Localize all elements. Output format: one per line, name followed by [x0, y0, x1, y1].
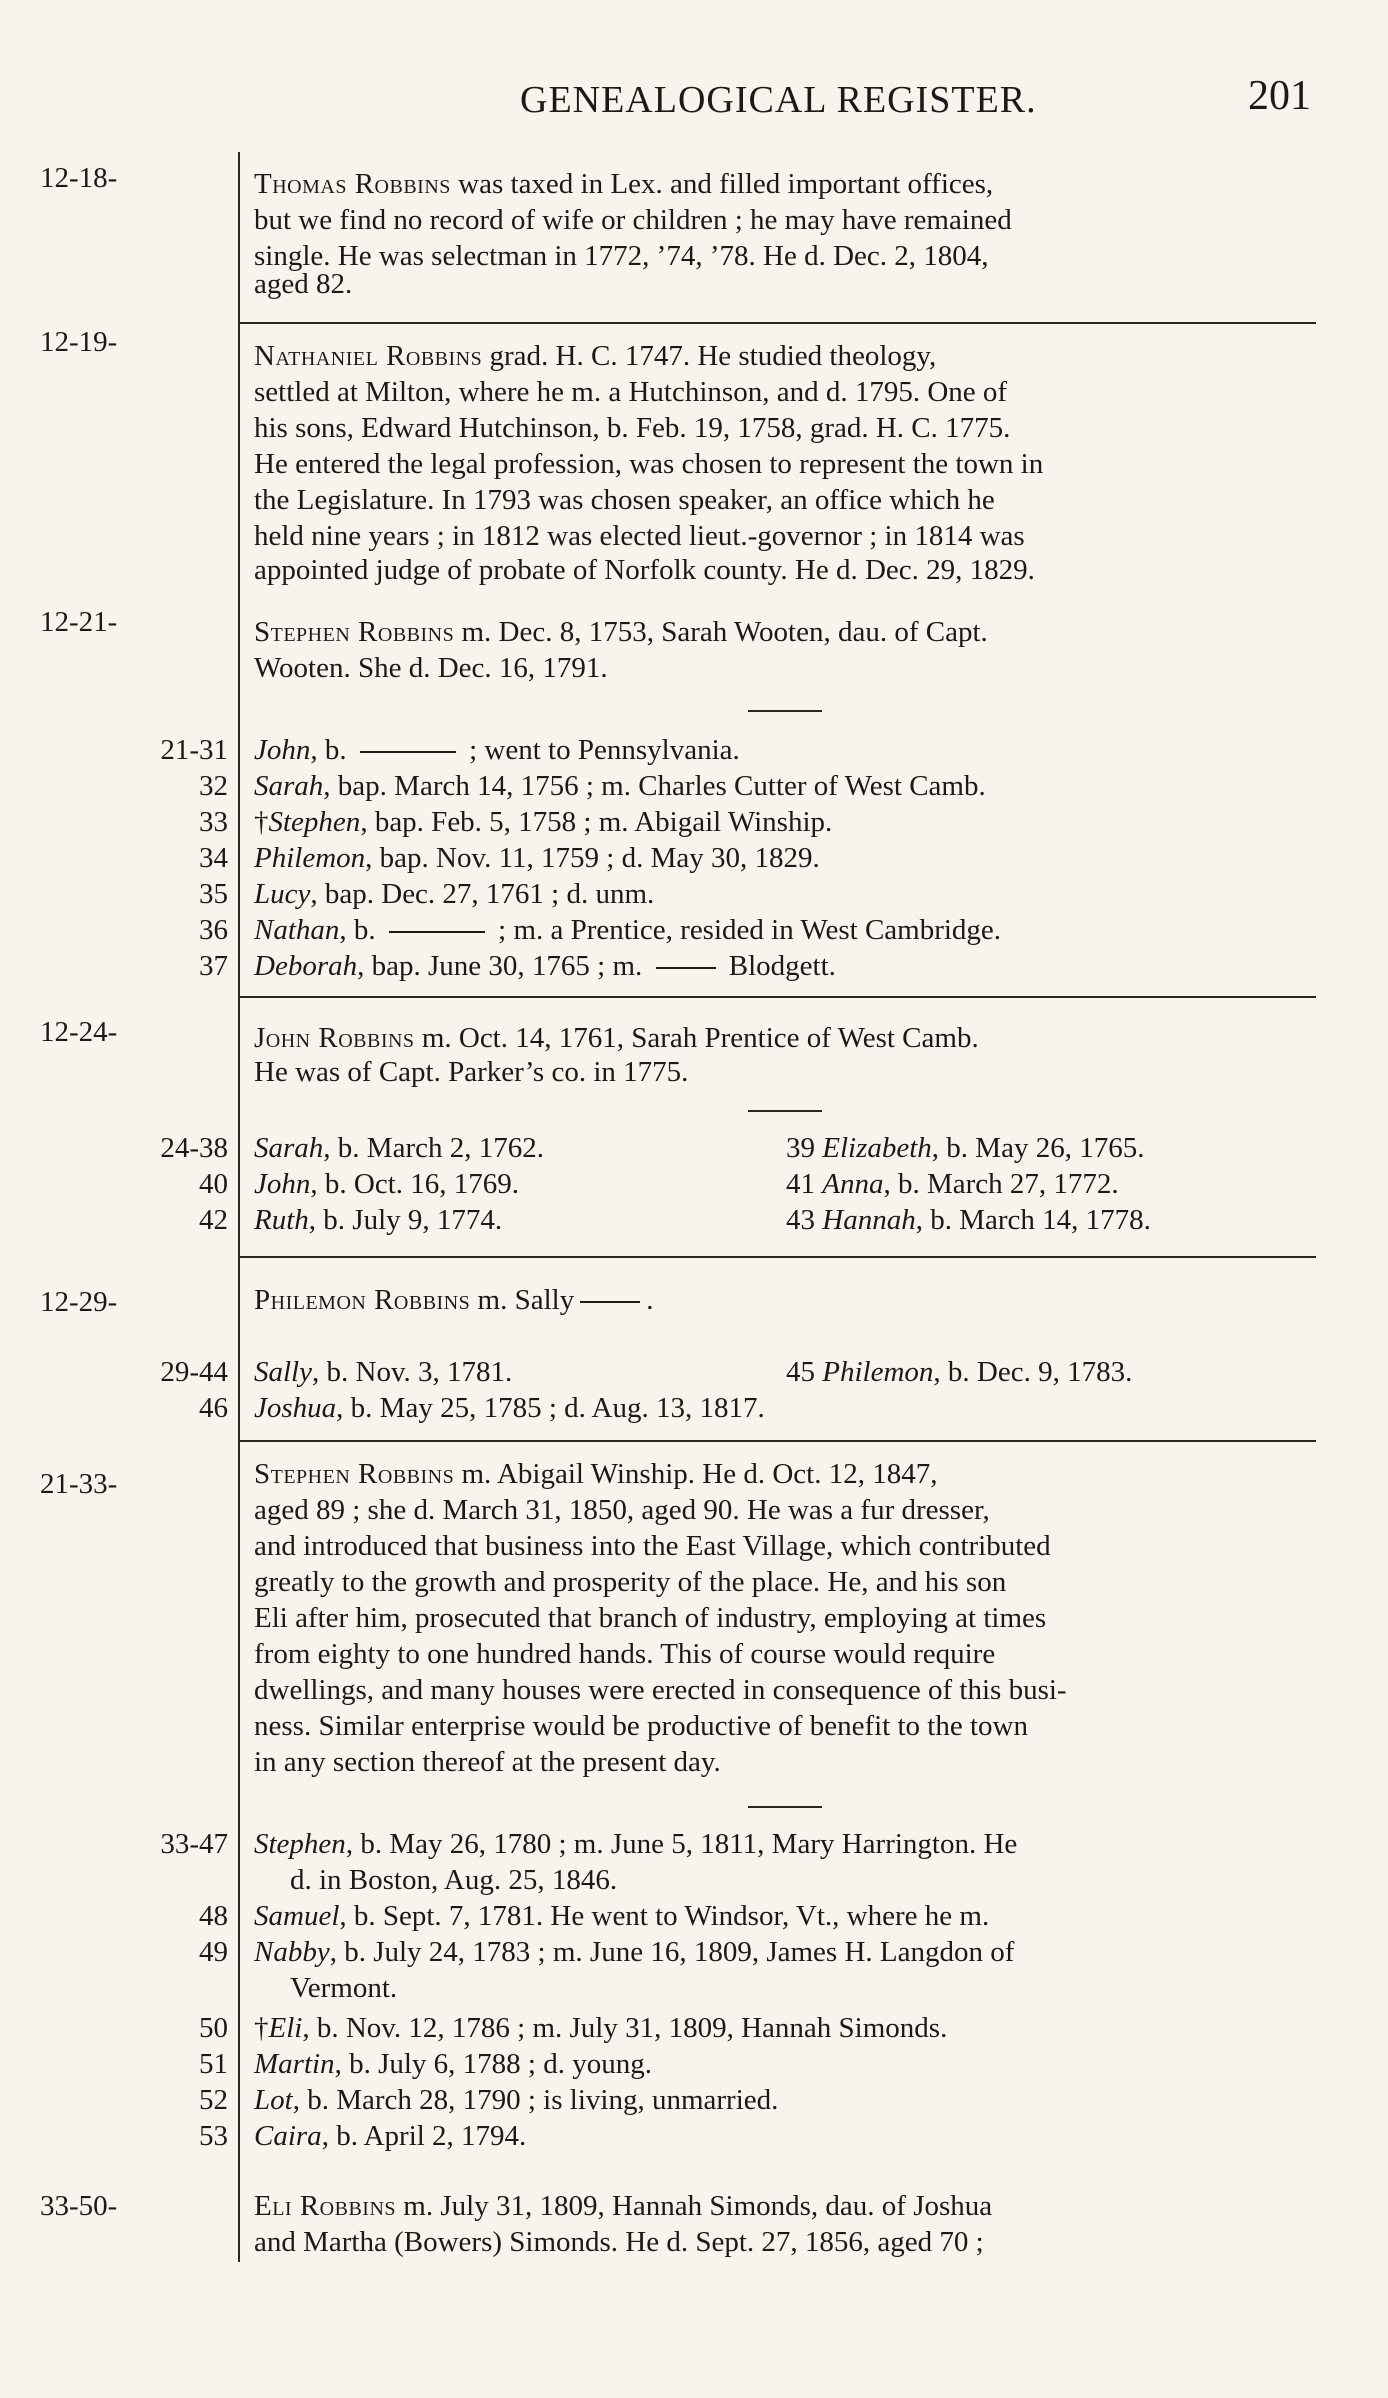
child-name: John: [254, 1168, 311, 1200]
child-name: Deborah: [254, 950, 358, 982]
child-line-continued: Vermont.: [290, 1972, 398, 2004]
child-name: Eli: [268, 2012, 303, 2044]
child-number: 36: [199, 914, 228, 946]
child-name: John: [254, 734, 311, 766]
child-line: Joshua, b. May 25, 1785 ; d. Aug. 13, 1817.: [254, 1392, 765, 1424]
entry-id: 21-33-: [40, 1468, 118, 1500]
child-name: Lot: [254, 2084, 293, 2116]
child-name: Ruth: [254, 1204, 309, 1236]
entry-line: He was of Capt. Parker’s co. in 1775.: [254, 1056, 689, 1088]
child-line: Lot, b. March 28, 1790 ; is living, unmarried.: [254, 2084, 779, 2116]
child-line-right: 41 Anna, b. March 27, 1772.: [786, 1168, 1119, 1200]
blank-dash: [580, 1301, 640, 1303]
section-rule: [238, 996, 1316, 998]
child-line-continued: d. in Boston, Aug. 25, 1846.: [290, 1864, 618, 1896]
entry-line: Philemon Robbins m. Sally .: [254, 1284, 654, 1316]
continued-mark: †: [254, 2012, 269, 2044]
entry-line: Eli Robbins m. July 31, 1809, Hannah Simonds, dau. of Joshua: [254, 2190, 993, 2222]
child-number: 50: [199, 2012, 228, 2044]
child-number: 46: [199, 1392, 228, 1424]
person-name: Eli Robbins: [254, 2190, 397, 2222]
child-name: Philemon: [254, 842, 366, 874]
blank-dash: [656, 967, 716, 969]
child-line: Deborah, bap. June 30, 1765 ; m. Blodgett.: [254, 950, 836, 982]
child-line: John, b. ; went to Pennsylvania.: [254, 734, 740, 766]
child-number: 33: [199, 806, 228, 838]
child-line: †Eli, b. Nov. 12, 1786 ; m. July 31, 1809, Hannah Simonds.: [254, 2012, 948, 2044]
entry-line: held nine years ; in 1812 was elected lieut.-governor ; in 1814 was: [254, 520, 1025, 552]
short-rule: [748, 1806, 822, 1808]
child-line: Stephen, b. May 26, 1780 ; m. June 5, 1811, Mary Harrington. He: [254, 1828, 1018, 1860]
child-line-right: 39 Elizabeth, b. May 26, 1765.: [786, 1132, 1145, 1164]
child-name: Stephen: [268, 806, 361, 838]
blank-dash: [360, 751, 456, 753]
entry-line: Thomas Robbins was taxed in Lex. and filled important offices,: [254, 168, 994, 200]
child-name: Nathan: [254, 914, 340, 946]
child-number: 33-47: [160, 1828, 228, 1860]
child-line: †Stephen, bap. Feb. 5, 1758 ; m. Abigail Winship.: [254, 806, 833, 838]
entry-line: Stephen Robbins m. Abigail Winship. He d. Oct. 12, 1847,: [254, 1458, 938, 1490]
margin-divider: [238, 152, 240, 2262]
child-name: Caira: [254, 2120, 322, 2152]
running-header-title: GENEALOGICAL REGISTER.: [520, 79, 1037, 121]
child-name: Joshua: [254, 1392, 337, 1424]
section-rule: [238, 1256, 1316, 1258]
entry-id: 12-19-: [40, 326, 118, 358]
child-line: Philemon, bap. Nov. 11, 1759 ; d. May 30, 1829.: [254, 842, 820, 874]
child-number: 29-44: [160, 1356, 228, 1388]
child-line-right: 45 Philemon, b. Dec. 9, 1783.: [786, 1356, 1133, 1388]
entry-line: Stephen Robbins m. Dec. 8, 1753, Sarah Wooten, dau. of Capt.: [254, 616, 988, 648]
child-line: Nabby, b. July 24, 1783 ; m. June 16, 1809, James H. Langdon of: [254, 1936, 1015, 1968]
child-line: Caira, b. April 2, 1794.: [254, 2120, 527, 2152]
person-name: Thomas Robbins: [254, 168, 451, 200]
child-number: 43: [786, 1204, 815, 1236]
child-name: Elizabeth: [822, 1132, 932, 1164]
child-name: Sarah: [254, 1132, 324, 1164]
entry-line: Eli after him, prosecuted that branch of industry, employing at times: [254, 1602, 1047, 1634]
entry-line: and Martha (Bowers) Simonds. He d. Sept. 27, 1856, aged 70 ;: [254, 2226, 984, 2258]
child-number: 49: [199, 1936, 228, 1968]
child-number: 51: [199, 2048, 228, 2080]
entry-line: settled at Milton, where he m. a Hutchinson, and d. 1795. One of: [254, 376, 1008, 408]
child-number: 32: [199, 770, 228, 802]
entry-line: John Robbins m. Oct. 14, 1761, Sarah Prentice of West Camb.: [254, 1022, 979, 1054]
child-name: Anna: [822, 1168, 884, 1200]
child-name: Philemon: [822, 1356, 934, 1388]
child-line: Sally, b. Nov. 3, 1781.: [254, 1356, 513, 1388]
child-number: 48: [199, 1900, 228, 1932]
person-name: Philemon Robbins: [254, 1284, 471, 1316]
entry-line: He entered the legal profession, was chosen to represent the town in: [254, 448, 1044, 480]
section-rule: [238, 322, 1316, 324]
person-name: John Robbins: [254, 1022, 415, 1054]
child-number: 21-31: [160, 734, 228, 766]
child-number: 35: [199, 878, 228, 910]
child-line: Martin, b. July 6, 1788 ; d. young.: [254, 2048, 652, 2080]
entry-line: and introduced that business into the East Village, which contributed: [254, 1530, 1051, 1562]
child-name: Stephen: [254, 1828, 346, 1860]
child-name: Sally: [254, 1356, 312, 1388]
entry-line: the Legislature. In 1793 was chosen speaker, an office which he: [254, 484, 995, 516]
child-line: Ruth, b. July 9, 1774.: [254, 1204, 503, 1236]
person-name: Nathaniel Robbins: [254, 340, 483, 372]
child-line: Nathan, b. ; m. a Prentice, resided in West Cambridge.: [254, 914, 1002, 946]
entry-id: 12-21-: [40, 606, 118, 638]
entry-line: from eighty to one hundred hands. This of course would require: [254, 1638, 996, 1670]
child-number: 34: [199, 842, 228, 874]
entry-line: aged 82.: [254, 268, 353, 300]
child-name: Nabby: [254, 1936, 330, 1968]
page-number: 201: [1248, 73, 1311, 119]
entry-line: single. He was selectman in 1772, ’74, ’78. He d. Dec. 2, 1804,: [254, 240, 989, 272]
entry-line: in any section thereof at the present day.: [254, 1746, 721, 1778]
entry-line: dwellings, and many houses were erected in consequence of this busi-: [254, 1674, 1067, 1706]
child-number: 41: [786, 1168, 815, 1200]
entry-id: 12-24-: [40, 1016, 118, 1048]
child-line-right: 43 Hannah, b. March 14, 1778.: [786, 1204, 1151, 1236]
blank-dash: [389, 931, 485, 933]
child-line: Samuel, b. Sept. 7, 1781. He went to Windsor, Vt., where he m.: [254, 1900, 990, 1932]
child-name: Lucy: [254, 878, 311, 910]
entry-line: Wooten. She d. Dec. 16, 1791.: [254, 652, 608, 684]
entry-line: appointed judge of probate of Norfolk county. He d. Dec. 29, 1829.: [254, 554, 1035, 586]
person-name: Stephen Robbins: [254, 616, 455, 648]
child-number: 39: [786, 1132, 815, 1164]
short-rule: [748, 710, 822, 712]
child-number: 53: [199, 2120, 228, 2152]
entry-id: 33-50-: [40, 2190, 118, 2222]
child-number: 52: [199, 2084, 228, 2116]
entry-line: Nathaniel Robbins grad. H. C. 1747. He studied theology,: [254, 340, 937, 372]
child-line: John, b. Oct. 16, 1769.: [254, 1168, 519, 1200]
child-name: Hannah: [822, 1204, 916, 1236]
child-name: Sarah: [254, 770, 324, 802]
child-line: Lucy, bap. Dec. 27, 1761 ; d. unm.: [254, 878, 655, 910]
short-rule: [748, 1110, 822, 1112]
section-rule: [238, 1440, 1316, 1442]
continued-mark: †: [254, 806, 269, 838]
entry-line: his sons, Edward Hutchinson, b. Feb. 19, 1758, grad. H. C. 1775.: [254, 412, 1011, 444]
child-line: Sarah, b. March 2, 1762.: [254, 1132, 544, 1164]
entry-id: 12-29-: [40, 1286, 118, 1318]
entry-line: aged 89 ; she d. March 31, 1850, aged 90. He was a fur dresser,: [254, 1494, 990, 1526]
entry-id: 12-18-: [40, 162, 118, 194]
child-number: 24-38: [160, 1132, 228, 1164]
entry-line: ness. Similar enterprise would be productive of benefit to the town: [254, 1710, 1028, 1742]
entry-line: but we find no record of wife or children ; he may have remained: [254, 204, 1012, 236]
child-number: 37: [199, 950, 228, 982]
child-number: 40: [199, 1168, 228, 1200]
child-name: Samuel: [254, 1900, 340, 1932]
person-name: Stephen Robbins: [254, 1458, 455, 1490]
child-number: 42: [199, 1204, 228, 1236]
child-name: Martin: [254, 2048, 335, 2080]
entry-line: greatly to the growth and prosperity of the place. He, and his son: [254, 1566, 1007, 1598]
child-line: Sarah, bap. March 14, 1756 ; m. Charles Cutter of West Camb.: [254, 770, 986, 802]
child-number: 45: [786, 1356, 815, 1388]
